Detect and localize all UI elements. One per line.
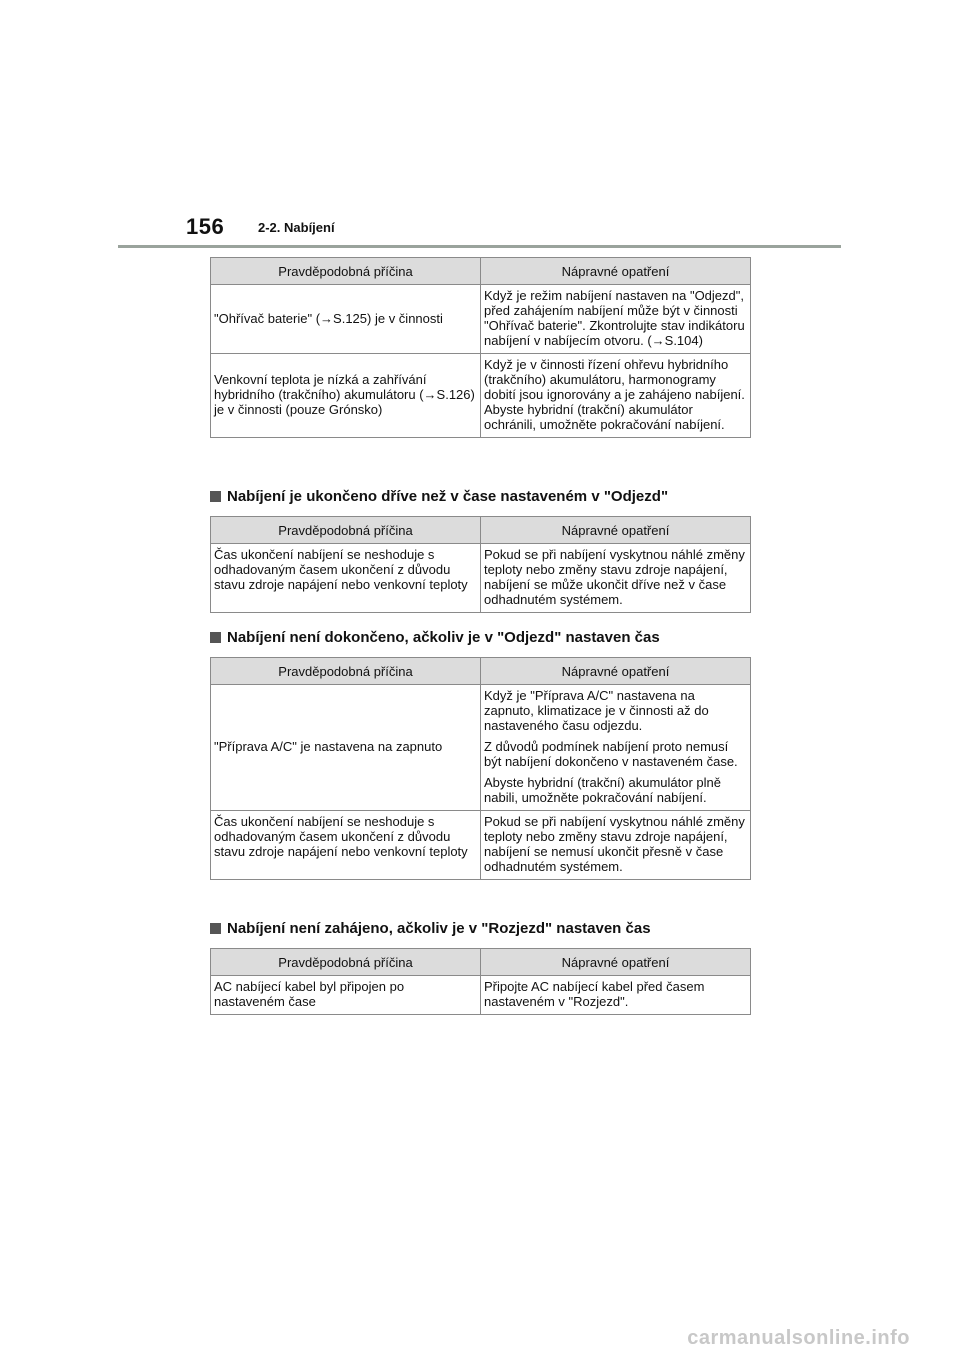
table-header-row — [211, 658, 751, 685]
remedy-paragraph: Pokud se při nabíjení vyskytnou náhlé změny teploty nebo změny stavu zdroje napájení, nabíjení se nemusí ukončit přesně v čase odhadnutém systémem. — [484, 814, 745, 874]
header-remedy: Nápravné opatření — [481, 258, 751, 285]
remedy-paragraph: Když je režim nabíjení nastaven na "Odjezd", před zahájením nabíjení může být v činnosti "Ohřívač baterie". Zkontrolujte stav indikátoru nabíjení v nabíjecím otvoru. (→S.104) — [484, 288, 745, 348]
square-bullet-icon — [210, 491, 221, 502]
cause-remedy-table-4 — [210, 948, 751, 1015]
header-cause: Pravděpodobná příčina — [211, 517, 481, 544]
subheading-early-end — [210, 488, 668, 505]
table-row — [211, 354, 751, 438]
table-header-row — [211, 949, 751, 976]
cause-cell: Venkovní teplota je nízká a zahřívání hybridního (trakčního) akumulátoru (→S.126) je v činnosti (pouze Grónsko) — [211, 354, 481, 438]
cause-cell: "Ohřívač baterie" (→S.125) je v činnosti — [211, 285, 481, 354]
remedy-paragraph: Připojte AC nabíjecí kabel před časem nastaveném v "Rozjezd". — [484, 979, 705, 1009]
watermark-logo: carmanualsonline.info — [687, 1327, 910, 1349]
remedy-paragraph: Abyste hybridní (trakční) akumulátor plně nabili, umožněte pokračování nabíjení. — [484, 775, 721, 805]
table-4-container — [210, 948, 750, 1015]
table-3-container — [210, 657, 750, 880]
subheading-text: Nabíjení není dokončeno, ačkoliv je v "Odjezd" nastaven čas — [227, 629, 660, 646]
table-row — [211, 811, 751, 880]
remedy-cell — [481, 811, 751, 880]
remedy-paragraph: Pokud se při nabíjení vyskytnou náhlé změny teploty nebo změny stavu zdroje napájení, nabíjení se může ukončit dříve než v čase odhadnutém systémem. — [484, 547, 745, 607]
cause-remedy-table-2 — [210, 516, 751, 613]
remedy-cell — [481, 544, 751, 613]
square-bullet-icon — [210, 923, 221, 934]
cause-remedy-table-3 — [210, 657, 751, 880]
cause-remedy-table-1 — [210, 257, 751, 438]
subheading-text: Nabíjení je ukončeno dříve než v čase nastaveném v "Odjezd" — [227, 488, 669, 505]
cause-cell: Čas ukončení nabíjení se neshoduje s odhadovaným časem ukončení z důvodu stavu zdroje napájení nebo venkovní teploty — [211, 811, 481, 880]
remedy-cell — [481, 285, 751, 354]
table-row — [211, 544, 751, 613]
remedy-paragraph: Z důvodů podmínek nabíjení proto nemusí být nabíjení dokončeno v nastaveném čase. — [484, 739, 738, 769]
section-label: 2-2. Nabíjení — [258, 220, 335, 235]
square-bullet-icon — [210, 632, 221, 643]
table-header-row — [211, 517, 751, 544]
page-number: 156 — [186, 214, 225, 239]
header-remedy: Nápravné opatření — [481, 658, 751, 685]
table-row — [211, 976, 751, 1015]
header-cause: Pravděpodobná příčina — [211, 949, 481, 976]
header-cause: Pravděpodobná příčina — [211, 658, 481, 685]
header-rule — [118, 245, 841, 248]
cause-cell: Čas ukončení nabíjení se neshoduje s odhadovaným časem ukončení z důvodu stavu zdroje napájení nebo venkovní teploty — [211, 544, 481, 613]
table-1-container — [210, 257, 750, 438]
subheading-not-started — [210, 920, 651, 937]
remedy-paragraph: Když je v činnosti řízení ohřevu hybridního (trakčního) akumulátoru, harmonogramy dobití jsou ignorovány a je zahájeno nabíjení. Abyste hybridní (trakční) akumulátor ochránili, umožněte pokračování nabíjení. — [484, 357, 745, 432]
header-remedy: Nápravné opatření — [481, 517, 751, 544]
cause-cell: "Příprava A/C" je nastavena na zapnuto — [211, 685, 481, 811]
table-row — [211, 685, 751, 811]
subheading-text: Nabíjení není zahájeno, ačkoliv je v "Rozjezd" nastaven čas — [227, 920, 651, 937]
table-2-container — [210, 516, 750, 613]
table-header-row — [211, 258, 751, 285]
remedy-cell — [481, 685, 751, 811]
remedy-paragraph: Když je "Příprava A/C" nastavena na zapnuto, klimatizace je v činnosti až do nastaveného času odjezdu. — [484, 688, 709, 733]
header-cause: Pravděpodobná příčina — [211, 258, 481, 285]
remedy-cell — [481, 354, 751, 438]
remedy-cell — [481, 976, 751, 1015]
cause-cell: AC nabíjecí kabel byl připojen po nastaveném čase — [211, 976, 481, 1015]
header-remedy: Nápravné opatření — [481, 949, 751, 976]
table-row — [211, 285, 751, 354]
subheading-not-completed — [210, 629, 660, 646]
